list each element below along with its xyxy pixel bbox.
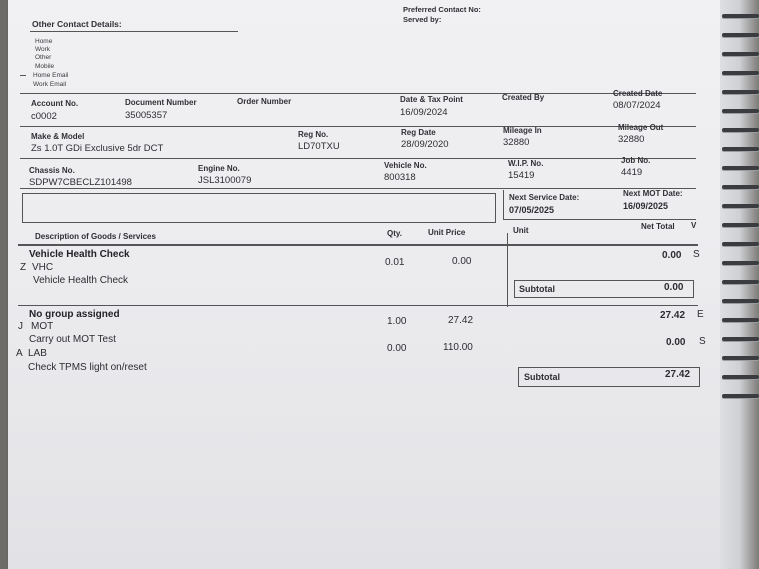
contact-type-mobile: Mobile xyxy=(35,63,55,70)
next-mot-value: 16/09/2025 xyxy=(623,201,669,211)
binder-ring xyxy=(722,109,759,113)
vehicle-no-label: Vehicle No. xyxy=(384,161,427,170)
date-tax-point-label: Date & Tax Point xyxy=(400,95,463,104)
engine-no-label: Engine No. xyxy=(198,164,240,173)
item-description: Carry out MOT Test xyxy=(29,334,116,345)
item-net-total: 0.00 xyxy=(666,337,686,348)
tick-mark xyxy=(20,75,26,76)
item-code: J xyxy=(18,321,23,332)
contact-type-work-email: Work Email xyxy=(33,81,67,88)
group-title: Vehicle Health Check xyxy=(29,249,130,260)
make-model-value: Zs 1.0T GDi Exclusive 5dr DCT xyxy=(31,143,164,154)
created-date-label: Created Date xyxy=(613,89,663,98)
document-number-value: 35005357 xyxy=(125,110,168,121)
item-qty: 0.00 xyxy=(387,343,407,354)
item-code: Z xyxy=(20,262,27,273)
binder-ring xyxy=(722,166,759,170)
binder-ring xyxy=(722,299,759,303)
binder-ring xyxy=(722,337,759,341)
binder-ring xyxy=(722,280,759,284)
header-vat: V xyxy=(691,221,697,230)
item-vat: S xyxy=(699,336,706,347)
item-net-total: 27.42 xyxy=(660,310,686,321)
item-unit-price: 27.42 xyxy=(448,315,474,326)
account-no-value: c0002 xyxy=(31,111,57,122)
subtotal-label: Subtotal xyxy=(524,372,560,382)
reg-date-value: 28/09/2020 xyxy=(401,139,449,150)
item-code: A xyxy=(16,348,23,359)
reg-no-value: LD70TXU xyxy=(298,141,340,152)
binder-ring xyxy=(722,375,759,379)
header-unit-price: Unit Price xyxy=(428,228,466,237)
subtotal-value: 27.42 xyxy=(665,369,691,380)
reg-no-label: Reg No. xyxy=(298,130,329,139)
chassis-no-value: SDPW7CBECLZ101498 xyxy=(29,177,132,188)
subtotal-value: 0.00 xyxy=(664,282,684,293)
divider xyxy=(20,158,696,159)
divider xyxy=(30,31,238,32)
item-unit-price: 0.00 xyxy=(452,256,472,267)
job-no-value: 4419 xyxy=(621,167,643,178)
header-description: Description of Goods / Services xyxy=(35,232,156,241)
header-qty: Qty. xyxy=(387,229,402,238)
divider xyxy=(503,190,504,220)
contact-type-home: Home xyxy=(35,38,53,45)
wip-no-label: W.I.P. No. xyxy=(508,159,544,168)
binder-ring xyxy=(722,356,759,360)
date-tax-point-value: 16/09/2024 xyxy=(400,107,448,118)
wip-no-value: 15419 xyxy=(508,170,535,181)
mileage-out-label: Mileage Out xyxy=(618,123,664,132)
mileage-in-value: 32880 xyxy=(503,137,530,148)
item-vat: E xyxy=(697,309,704,320)
binder-ring xyxy=(722,71,759,75)
item-unit-price: 110.00 xyxy=(443,342,473,353)
created-by-label: Created By xyxy=(502,93,545,102)
contact-type-home-email: Home Email xyxy=(33,72,69,79)
divider xyxy=(503,219,696,220)
header-unit: Unit xyxy=(513,226,529,235)
binder-ring xyxy=(722,223,759,227)
binder-ring xyxy=(722,147,759,151)
divider xyxy=(18,305,698,306)
notebook-edge xyxy=(720,0,759,569)
order-number-label: Order Number xyxy=(237,97,292,106)
created-date-value: 08/07/2024 xyxy=(613,100,661,111)
item-vat: S xyxy=(693,249,700,260)
subtotal-label: Subtotal xyxy=(519,284,555,294)
header-net-total: Net Total xyxy=(641,222,675,231)
item-qty: 1.00 xyxy=(387,316,407,327)
job-no-label: Job No. xyxy=(621,156,651,165)
chassis-no-label: Chassis No. xyxy=(29,166,75,175)
item-qty: 0.01 xyxy=(385,257,405,268)
binder-ring xyxy=(722,204,759,208)
item-description: Check TPMS light on/reset xyxy=(28,362,147,373)
binder-ring xyxy=(722,14,759,18)
served-by-label: Served by: xyxy=(403,15,442,24)
group-title: No group assigned xyxy=(29,309,120,320)
divider xyxy=(507,233,508,307)
item-description: Vehicle Health Check xyxy=(33,275,129,286)
mileage-in-label: Mileage In xyxy=(503,126,542,135)
item-name: MOT xyxy=(31,321,54,332)
preferred-contact-label: Preferred Contact No: xyxy=(403,5,481,14)
account-no-label: Account No. xyxy=(31,99,79,108)
binder-ring xyxy=(722,33,759,37)
vehicle-no-value: 800318 xyxy=(384,172,416,183)
binder-ring xyxy=(722,52,759,56)
divider xyxy=(18,244,698,246)
binder-ring xyxy=(722,394,759,398)
divider xyxy=(20,188,696,189)
contact-type-other: Other xyxy=(35,54,52,61)
mileage-out-value: 32880 xyxy=(618,134,645,145)
divider xyxy=(20,93,696,94)
binder-ring xyxy=(722,128,759,132)
next-mot-label: Next MOT Date: xyxy=(623,189,683,198)
engine-no-value: JSL3100079 xyxy=(198,175,252,186)
binder-ring xyxy=(722,90,759,94)
notes-box xyxy=(22,193,496,223)
binder-ring xyxy=(722,242,759,246)
next-service-label: Next Service Date: xyxy=(509,193,580,202)
reg-date-label: Reg Date xyxy=(401,128,436,137)
binder-ring xyxy=(722,185,759,189)
divider xyxy=(20,126,696,127)
contact-type-work: Work xyxy=(35,46,51,53)
item-name: LAB xyxy=(28,348,47,359)
document-number-label: Document Number xyxy=(125,98,197,107)
item-net-total: 0.00 xyxy=(662,250,682,261)
binder-ring xyxy=(722,318,759,322)
next-service-value: 07/05/2025 xyxy=(509,205,555,215)
other-contact-title: Other Contact Details: xyxy=(32,19,122,29)
binder-ring xyxy=(722,261,759,265)
make-model-label: Make & Model xyxy=(31,132,85,141)
item-name: VHC xyxy=(32,262,54,273)
